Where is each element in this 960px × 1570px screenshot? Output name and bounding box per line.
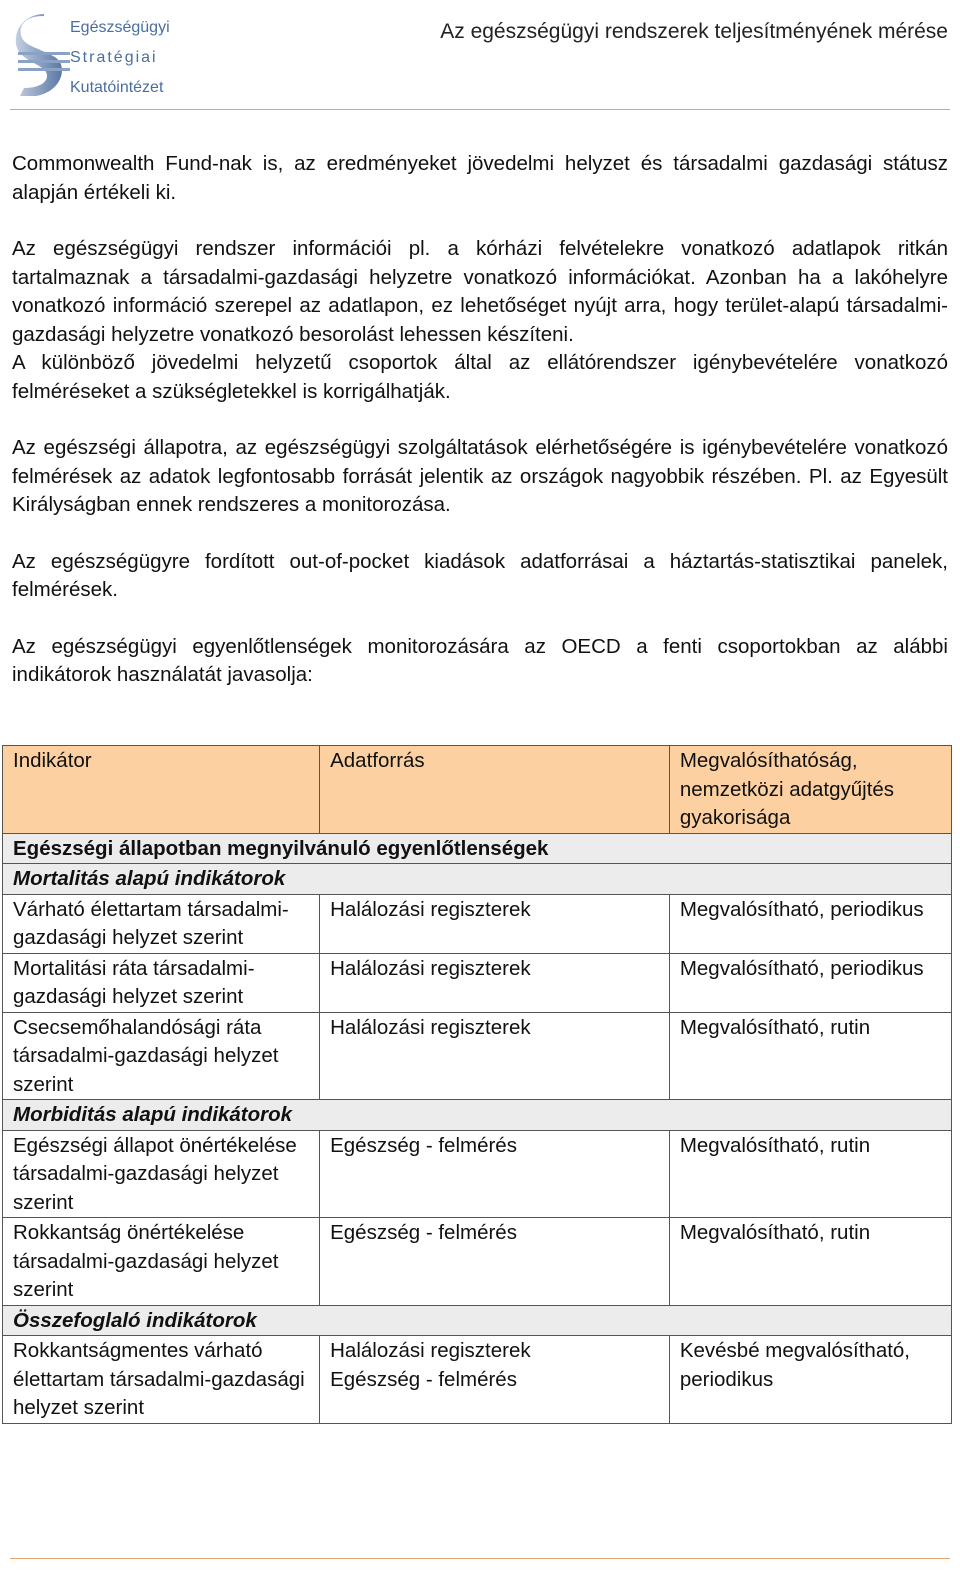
feasibility-cell: Megvalósítható, periodikus	[669, 894, 951, 953]
section-title-summary: Összefoglaló indikátorok	[3, 1305, 952, 1336]
feasibility-cell: Megvalósítható, rutin	[669, 1012, 951, 1100]
indicator-cell: Csecsemőhalandósági ráta társadalmi-gazdasági helyzet szerint	[3, 1012, 320, 1100]
table-section-row	[3, 1100, 952, 1131]
header-cell-source: Adatforrás	[320, 746, 670, 834]
institute-logo	[14, 12, 184, 100]
table-row	[3, 1336, 952, 1424]
paragraph-1: Commonwealth Fund-nak is, az eredményeket jövedelmi helyzet és társadalmi gazdasági státusz alapján értékeli ki.	[12, 152, 948, 204]
indicator-cell: Rokkantság önértékelése társadalmi-gazdasági helyzet szerint	[3, 1218, 320, 1306]
logo-mark-icon	[14, 12, 74, 100]
table-row	[3, 953, 952, 1012]
feasibility-cell: Megvalósítható, rutin	[669, 1130, 951, 1218]
section-title-mortality: Mortalitás alapú indikátorok	[3, 864, 952, 895]
logo-line-1: Egészségügyi	[70, 19, 170, 36]
group-title: Egészségi állapotban megnyilvánuló egyenlőtlenségek	[3, 833, 952, 864]
logo-line-2: Stratégiai	[70, 49, 158, 66]
source-cell: Halálozási regiszterek	[320, 953, 670, 1012]
header-cell-feasibility: Megvalósíthatóság, nemzetközi adatgyűjtés gyakorisága	[669, 746, 951, 834]
source-line-2: Egészség - felmérés	[330, 1367, 517, 1391]
source-cell	[320, 1336, 670, 1424]
indicator-cell: Egészségi állapot önértékelése társadalmi-gazdasági helyzet szerint	[3, 1130, 320, 1218]
section-title-morbidity: Morbiditás alapú indikátorok	[3, 1100, 952, 1131]
source-cell: Halálozási regiszterek	[320, 894, 670, 953]
paragraph-3: A különböző jövedelmi helyzetű csoportok által az ellátórendszer igénybevételére vonatkozó felméréseket a szükségletekkel is korrigálhatják.	[12, 351, 948, 403]
header-divider	[10, 109, 950, 110]
feasibility-cell: Kevésbé megvalósítható, periodikus	[669, 1336, 951, 1424]
header-cell-indicator: Indikátor	[3, 746, 320, 834]
paragraph-5: Az egészségügyre fordított out-of-pocket kiadások adatforrásai a háztartás-statisztikai panelek, felmérések.	[12, 549, 948, 601]
table-row	[3, 1012, 952, 1100]
table-row	[3, 1218, 952, 1306]
paragraph-4: Az egészségi állapotra, az egészségügyi szolgáltatások elérhetőségére is igénybevételére vonatkozó felmérések az adatok legfontosabb forrását jelentik az országok nagyobbik részében. Pl. az Egyesült Királyságban ennek rendszeres a monitorozása.	[12, 436, 948, 516]
logo-line-3: Kutatóintézet	[70, 79, 164, 96]
table-row	[3, 1130, 952, 1218]
table-section-row	[3, 864, 952, 895]
paragraph-6: Az egészségügyi egyenlőtlenségek monitorozására az OECD a fenti csoportokban az alábbi indikátorok használatát javasolja:	[12, 634, 948, 686]
source-cell: Halálozási regiszterek	[320, 1012, 670, 1100]
paragraph-2: Az egészségügyi rendszer információi pl. a kórházi felvételekre vonatkozó adatlapok ritkán tartalmaznak a társadalmi-gazdasági helyzetre vonatkozó információkat. Azonban ha a lakóhelyre vonatkozó információ szerepel az adatlapon, ez lehetőséget nyújt arra, hogy terület-alapú társadalmi-gazdasági helyzetre vonatkozó besorolást lehessen készíteni.	[12, 237, 948, 346]
table-row	[3, 894, 952, 953]
source-line-1: Halálozási regiszterek	[330, 1339, 531, 1362]
indicator-cell: Várható élettartam társadalmi-gazdasági helyzet szerint	[3, 894, 320, 953]
source-cell: Egészség - felmérés	[320, 1218, 670, 1306]
table-group-row	[3, 833, 952, 864]
source-cell: Egészség - felmérés	[320, 1130, 670, 1218]
footer-divider	[10, 1558, 950, 1559]
body-text	[12, 150, 948, 690]
indicator-table	[2, 745, 952, 1424]
table-section-row	[3, 1305, 952, 1336]
indicator-cell: Mortalitási ráta társadalmi-gazdasági helyzet szerint	[3, 953, 320, 1012]
feasibility-cell: Megvalósítható, rutin	[669, 1218, 951, 1306]
feasibility-cell: Megvalósítható, periodikus	[669, 953, 951, 1012]
page-header-title: Az egészségügyi rendszerek teljesítményének mérése	[440, 20, 948, 43]
table-header-row	[3, 746, 952, 834]
indicator-cell: Rokkantságmentes várható élettartam társadalmi-gazdasági helyzet szerint	[3, 1336, 320, 1424]
